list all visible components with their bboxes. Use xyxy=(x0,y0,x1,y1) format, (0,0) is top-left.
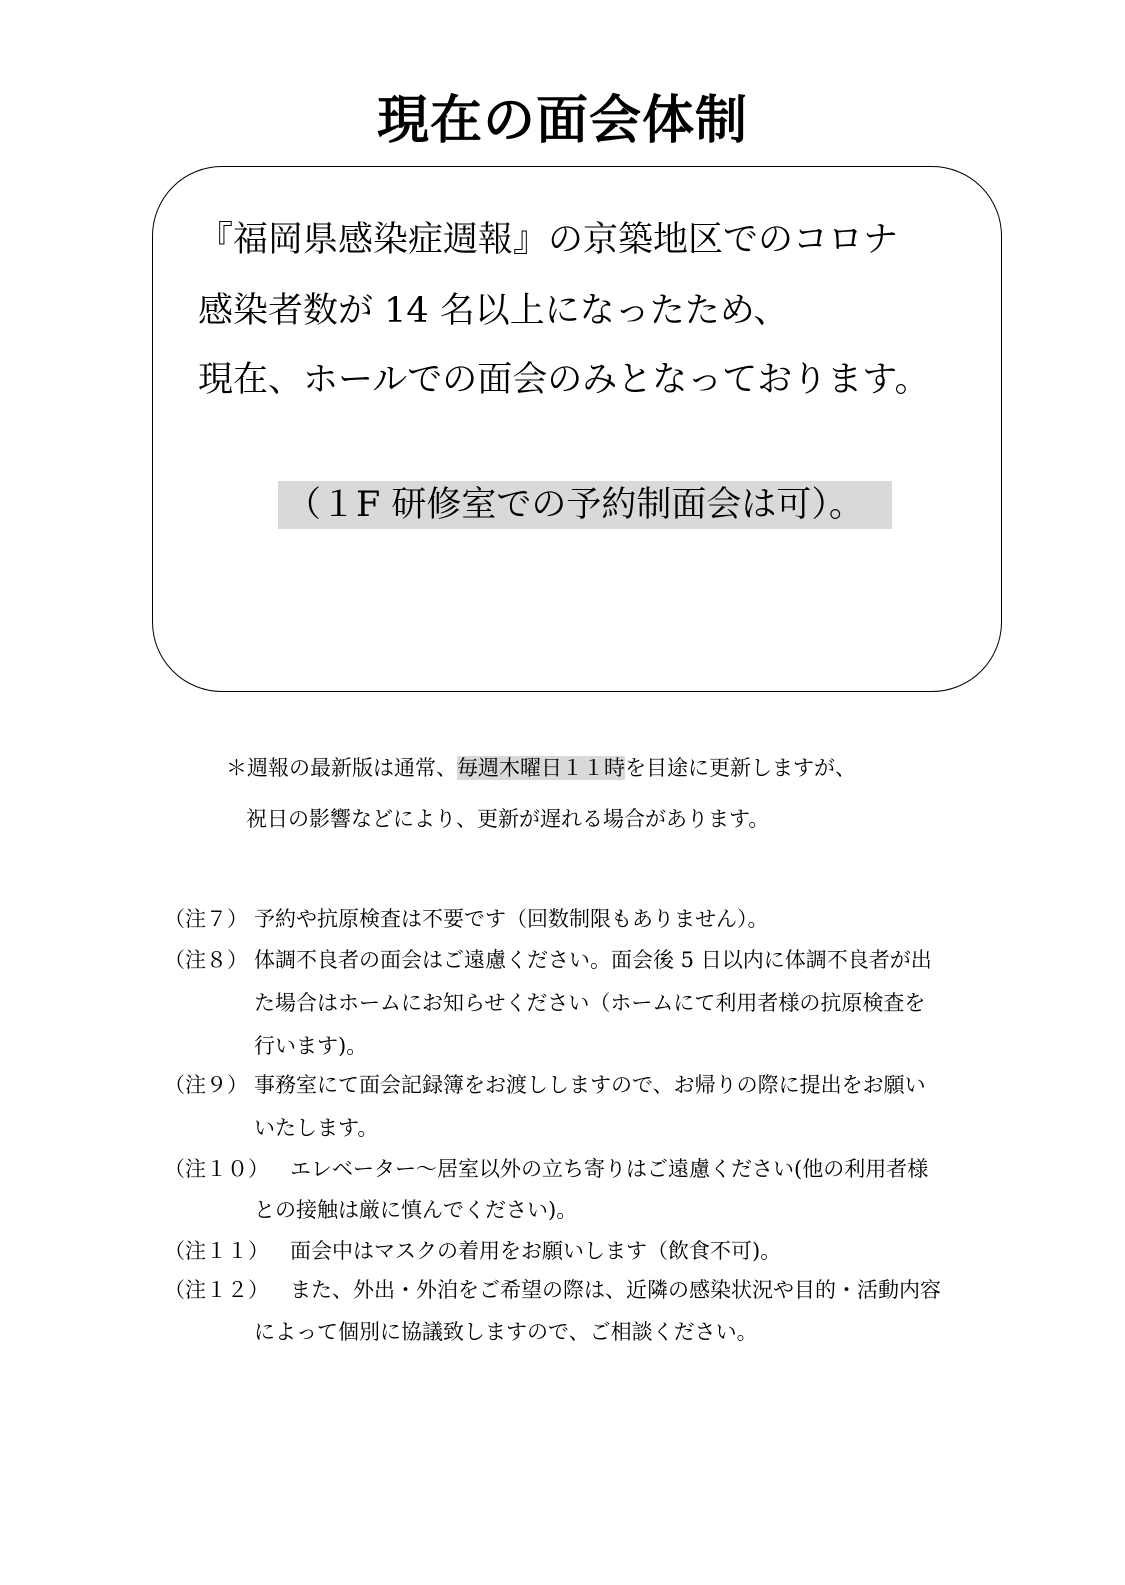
note-line: 事務室にて面会記録簿をお渡ししますので、お帰りの際に提出をお願い xyxy=(254,1073,926,1097)
note-line: エレベーター〜居室以外の立ち寄りはご遠慮ください(他の利用者様 xyxy=(290,1157,929,1181)
note-line: によって個別に協議致しますので、ご相談ください。 xyxy=(254,1320,758,1344)
footnote-highlight: 毎週木曜日１１時 xyxy=(457,756,625,780)
notice-line-1: 『福岡県感染症週報』の京築地区でのコロナ xyxy=(198,220,899,260)
footnote-text-after: を目途に更新しますが、 xyxy=(625,756,856,780)
note-line: 予約や抗原検査は不要です（回数制限もありません）。 xyxy=(254,907,769,931)
note-line: との接触は厳に慎んでください)。 xyxy=(254,1198,578,1222)
notice-line-2: 感染者数が 14 名以上になったため、 xyxy=(198,291,789,331)
note-line: いたします。 xyxy=(254,1116,379,1140)
footnote-line-1 xyxy=(226,752,856,782)
note-line: また、外出・外泊をご希望の際は、近隣の感染状況や目的・活動内容 xyxy=(290,1278,941,1302)
note-label: （注１１） xyxy=(164,1239,269,1263)
notice-line-3: 現在、ホールでの面会のみとなっております。 xyxy=(198,360,930,400)
page-title: 現在の面会体制 xyxy=(376,91,748,151)
footnote-text-before: ＊週報の最新版は通常、 xyxy=(226,756,457,780)
note-line: た場合はホームにお知らせください（ホームにて利用者様の抗原検査を xyxy=(254,991,926,1015)
note-label: （注７） xyxy=(164,907,248,931)
note-line: 体調不良者の面会はご遠慮ください。面会後 5 日以内に体調不良者が出 xyxy=(254,948,932,972)
note-line: 行います)。 xyxy=(254,1034,368,1058)
note-label: （注９） xyxy=(164,1073,248,1097)
notice-sub-highlight: （１F 研修室での予約制面会は可）。 xyxy=(278,481,892,529)
footnote-line-2: 祝日の影響などにより、更新が遅れる場合があります。 xyxy=(246,807,770,831)
note-line: 面会中はマスクの着用をお願いします（飲食不可)。 xyxy=(290,1239,782,1263)
note-label: （注８） xyxy=(164,948,248,972)
note-label: （注１２） xyxy=(164,1278,269,1302)
note-label: （注１０） xyxy=(164,1157,269,1181)
